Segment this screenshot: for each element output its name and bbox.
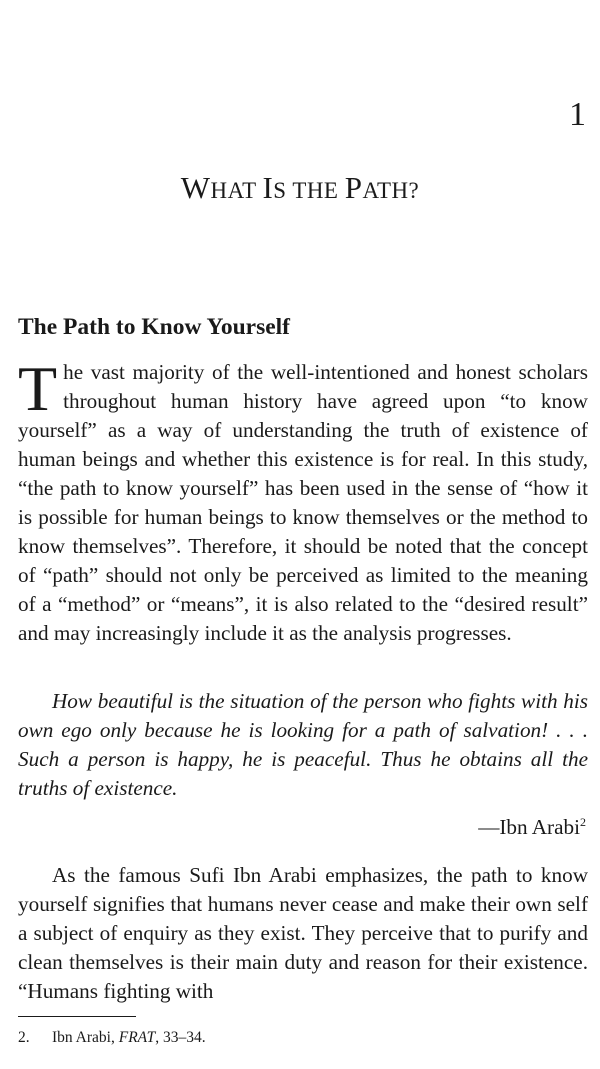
block-quote: How beautiful is the situation of the person who fights with his own ego only because he is looking for a path of salvation! . . . Such a person is happy, he is peaceful. Thus he obtains all the truths of existence. [18, 689, 588, 800]
footnote-work: FRAT [118, 1029, 156, 1046]
drop-cap: T [18, 353, 58, 424]
attribution-text: —Ibn Arabi [478, 815, 580, 839]
title-smallcaps: ATH? [362, 178, 420, 203]
section-heading: The Path to Know Yourself [18, 314, 290, 340]
title-letter: I [262, 170, 274, 205]
footnote-number: 2. [18, 1029, 30, 1046]
title-letter: P [344, 170, 363, 205]
footnote [18, 1028, 206, 1048]
footnote-divider [18, 1016, 136, 1017]
paragraph-text: he vast majority of the well-intentioned and honest scholars throughout human history have agreed upon “to know yourself” as a way of understanding the truth of existence of human beings and whether this existence is for real. In this study, “the path to know yourself” has been used in the sense of “how it is possible for human beings to know themselves or the method to know themselves”. Therefore, it should be noted that the concept of “path” should not only be perceived as limited to the meaning of a “method” or “means”, it is also related to the “desired result” and may increasingly include it as the analysis progresses. [18, 360, 588, 645]
chapter-number: 1 [569, 96, 586, 133]
title-smallcaps: HAT [210, 178, 263, 203]
body-paragraph [18, 353, 588, 648]
quote-attribution [478, 808, 586, 842]
body-paragraph: As the famous Sufi Ibn Arabi emphasizes, the path to know yourself signifies that humans never cease and make their own self a subject of enquiry as they exist. They perceive that to purify and clean themselves is their main duty and reason for their existence. “Humans fighting with [18, 863, 588, 1003]
title-smallcaps: S THE [273, 178, 345, 203]
footnote-pages: , 33–34. [155, 1029, 206, 1046]
footnote-reference[interactable]: 2 [580, 815, 586, 829]
footnote-author: Ibn Arabi, [52, 1029, 119, 1046]
title-letter: W [180, 170, 211, 205]
chapter-title [0, 172, 600, 203]
